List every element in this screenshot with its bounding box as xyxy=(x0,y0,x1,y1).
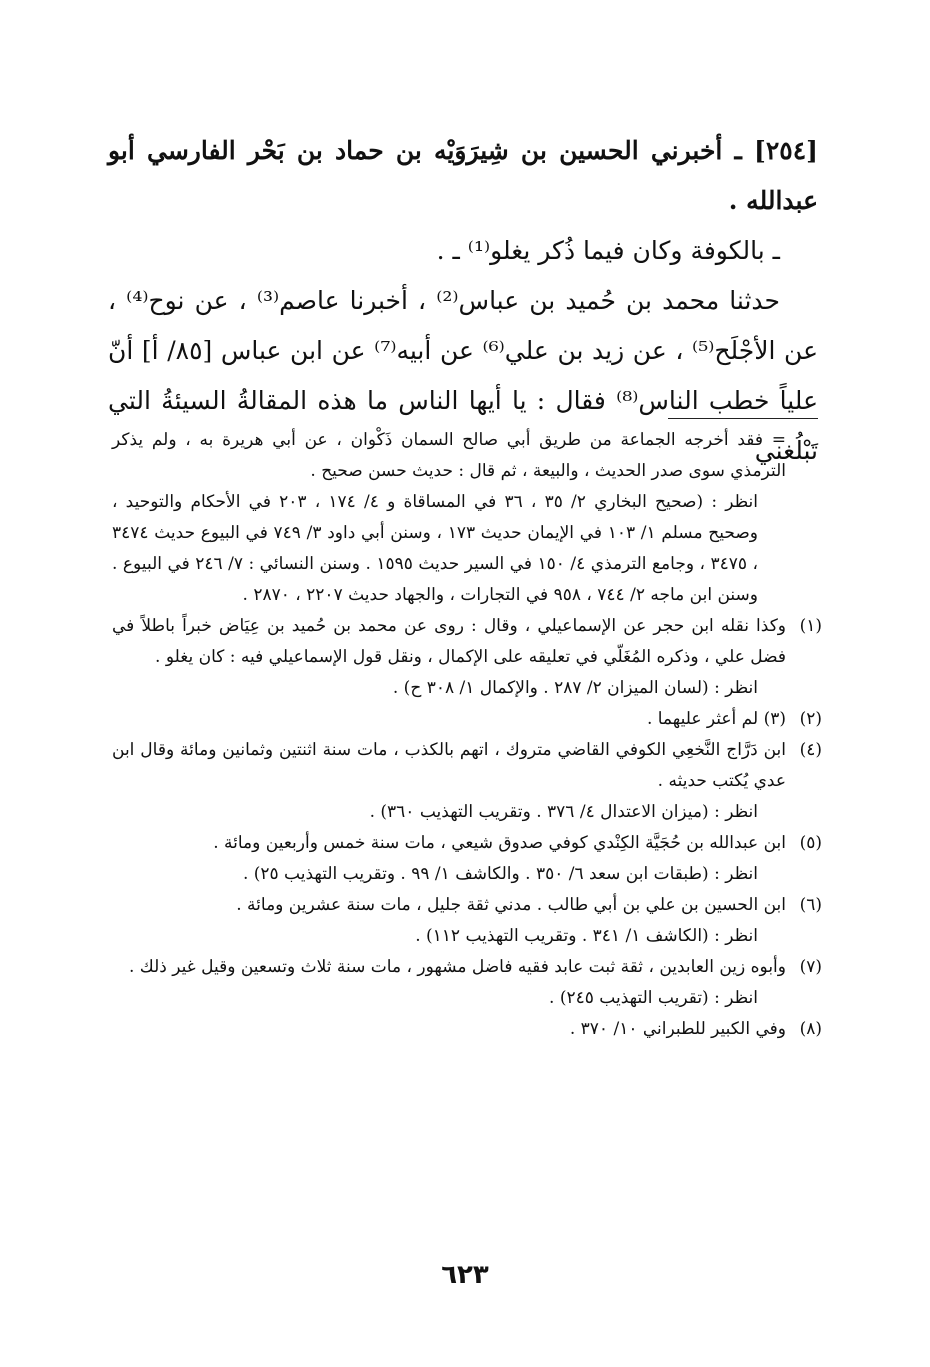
footnote-6-ref: انظر : (الكاشف ١/ ٣٤١ . وتقريب التهذيب ١١٢) . xyxy=(415,926,758,946)
entry-heading: [٢٥٤] ـ أخبرني الحسين بن شِيرَوَيْه بن حماد بن بَحْر الفارسي أبو عبدالله . xyxy=(108,136,818,215)
footnote-text: وأبوه زين العابدين ، ثقة ثبت عابد فقيه فاضل مشهور ، مات سنة ثلاث وتسعين وقيل غير ذلك . xyxy=(128,957,786,977)
narrator-line: ـ بالكوفة وكان فيما ذُكر يغلو⁽¹⁾ ـ . xyxy=(436,236,780,265)
footnote-text: (٣) لم أعثر عليهما . xyxy=(646,709,786,729)
footnote-text: ابن الحسين بن علي بن أبي طالب . مدني ثقة جليل ، مات سنة عشرين ومائة . xyxy=(236,895,786,915)
footnote-4 xyxy=(112,735,822,797)
footnotes xyxy=(112,425,822,1045)
footnote-text: وكذا نقله ابن حجر عن الإسماعيلي ، وقال : روى عن محمد بن حُميد بن عِيَاض خبراً باطلاً في فضل علي ، وذكره المُغَلّي في تعليقه على الإكمال ، ونقل قول الإسماعيلي فيه : كان يغلو . xyxy=(112,616,786,667)
main-text xyxy=(108,126,818,476)
page-number: ٦٢٣ xyxy=(441,1260,489,1290)
footnote-carryover xyxy=(112,425,822,487)
footnote-7 xyxy=(112,952,822,983)
footnote-number: (٥) xyxy=(799,833,822,853)
footnote-4-ref: انظر : (ميزان الاعتدال ٤/ ٣٧٦ . وتقريب التهذيب ٣٦٠) . xyxy=(369,802,758,822)
footnote-text: ابن عبدالله بن حُجَيَّة الكِنْدي كوفي صدوق شيعي ، مات سنة خمس وأربعين ومائة . xyxy=(213,833,786,853)
hadith-paragraph: حدثنا محمد بن حُميد بن عباس⁽²⁾ ، أخبرنا عاصم⁽³⁾ ، عن نوح⁽⁴⁾ ، عن الأجْلَح⁽⁵⁾ ، عن زيد بن علي⁽⁶⁾ عن أبيه⁽⁷⁾ عن ابن عباس [٨٥/ أ] أنّ علياً خطب الناس⁽⁸⁾ فقال : يا أيها الناس ما هذه المقالةُ السيئةُ التي تَبْلُغني xyxy=(108,286,818,465)
footnote-number: (٤) xyxy=(799,740,822,760)
footnote-carryover-text: = فقد أخرجه الجماعة من طريق أبي صالح السمان ذَكْوان ، عن أبي هريرة به ، ولم يذكر الترمذي سوى صدر الحديث ، والبيعة ، ثم قال : حديث حسن صحيح . xyxy=(112,430,786,481)
footnote-divider xyxy=(668,418,818,419)
footnote-number: (٢) xyxy=(799,709,822,729)
footnote-number: (٨) xyxy=(799,1019,822,1039)
footnote-carryover-ref: انظر : (صحيح البخاري ٢/ ٣٥ ، ٣٦ في المساقاة و ٤/ ١٧٤ ، ٢٠٣ في الأحكام والتوحيد ، وصحيح مسلم ١/ ١٠٣ في الإيمان حديث ١٧٣ ، وسنن أبي داود ٣/ ٧٤٩ في البيوع حديث ٣٤٧٤ ، ٣٤٧٥ ، وجامع الترمذي ٤/ ١٥٠ في السير حديث ١٥٩٥ . وسنن النسائي : ٧/ ٢٤٦ في البيوع . وسنن ابن ماجه ٢/ ٧٤٤ ، ٩٥٨ في التجارات ، والجهاد حديث ٢٢٠٧ ، ٢٨٧٠ . xyxy=(112,492,759,605)
footnote-1 xyxy=(112,611,822,673)
footnote-2-3 xyxy=(112,704,822,735)
footnote-6 xyxy=(112,890,822,921)
footnote-5-ref: انظر : (طبقات ابن سعد ٦/ ٣٥٠ . والكاشف ١/ ٩٩ . وتقريب التهذيب ٢٥) . xyxy=(242,864,758,884)
footnote-number: (١) xyxy=(799,616,822,636)
footnote-number: (٧) xyxy=(799,957,822,977)
footnote-number: (٦) xyxy=(799,895,822,915)
footnote-7-ref: انظر : (تقريب التهذيب ٢٤٥) . xyxy=(549,988,758,1008)
footnote-1-ref: انظر : (لسان الميزان ٢/ ٢٨٧ . والإكمال ١/ ٣٠٨ ح) . xyxy=(392,678,758,698)
footnote-text: وفي الكبير للطبراني ١٠/ ٣٧٠ . xyxy=(569,1019,786,1039)
footnote-8 xyxy=(112,1014,822,1045)
footnote-5 xyxy=(112,828,822,859)
footnote-text: ابن دَرَّاج النَّخعِي الكوفي القاضي متروك ، اتهم بالكذب ، مات سنة اثنتين وثمانين ومائة وقال ابن عدي يُكتب حديثه . xyxy=(112,740,786,791)
